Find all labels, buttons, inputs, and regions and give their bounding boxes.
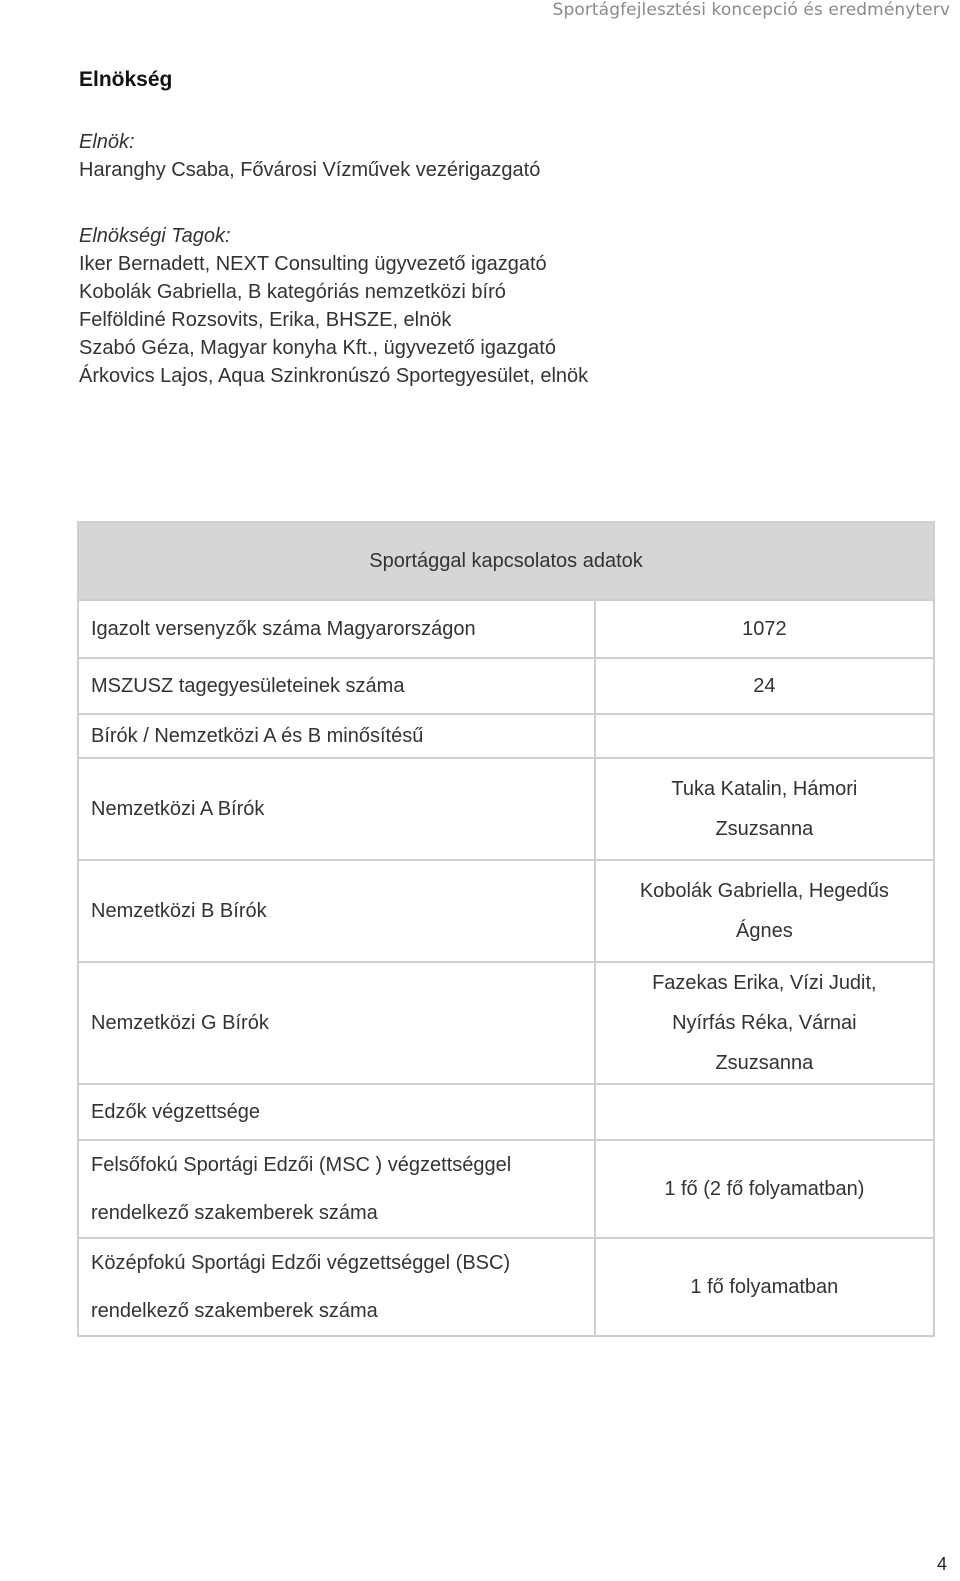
president-label: Elnök: bbox=[79, 131, 135, 153]
row-value bbox=[595, 714, 934, 758]
row-value: 1072 bbox=[595, 600, 934, 658]
row-key: Nemzetközi B Bírók bbox=[78, 860, 595, 962]
member-item: Felföldiné Rozsovits, Erika, BHSZE, elnök bbox=[79, 309, 452, 331]
row-key: Nemzetközi A Bírók bbox=[78, 758, 595, 860]
row-key: Edzők végzettsége bbox=[78, 1084, 595, 1140]
row-value: 24 bbox=[595, 658, 934, 714]
row-key bbox=[78, 1238, 595, 1336]
row-value bbox=[595, 758, 934, 860]
table-row bbox=[78, 758, 934, 860]
row-key: Igazolt versenyzők száma Magyarországon bbox=[78, 600, 595, 658]
member-item: Kobolák Gabriella, B kategóriás nemzetközi bíró bbox=[79, 281, 506, 303]
value-line: Nyírfás Réka, Várnai bbox=[672, 1012, 857, 1034]
value-line: Ágnes bbox=[736, 920, 793, 942]
row-value: 1 fő folyamatban bbox=[595, 1238, 934, 1336]
row-value: 1 fő (2 fő folyamatban) bbox=[595, 1140, 934, 1238]
key-line: Középfokú Sportági Edzői végzettséggel (BSC) bbox=[91, 1252, 511, 1274]
table-row-subheading bbox=[78, 1084, 934, 1140]
members-block bbox=[79, 222, 588, 390]
running-header: Sportágfejlesztési koncepció és eredményterv bbox=[552, 0, 950, 20]
member-item: Árkovics Lajos, Aqua Szinkronúszó Sportegyesület, elnök bbox=[79, 365, 589, 387]
president-block bbox=[79, 128, 540, 184]
row-key bbox=[78, 1140, 595, 1238]
sport-data-table bbox=[77, 521, 935, 1337]
president-name: Haranghy Csaba, Fővárosi Vízművek vezérigazgató bbox=[79, 159, 541, 181]
page-number: 4 bbox=[936, 1554, 947, 1574]
member-item: Szabó Géza, Magyar konyha Kft., ügyvezető igazgató bbox=[79, 337, 556, 359]
table-header: Sportággal kapcsolatos adatok bbox=[78, 522, 934, 600]
table-row-subheading bbox=[78, 714, 934, 758]
members-label: Elnökségi Tagok: bbox=[79, 225, 231, 247]
key-line: rendelkező szakemberek száma bbox=[91, 1300, 378, 1322]
value-line: Kobolák Gabriella, Hegedűs bbox=[639, 880, 889, 902]
key-line: rendelkező szakemberek száma bbox=[91, 1202, 378, 1224]
key-line: Felsőfokú Sportági Edzői (MSC ) végzettséggel bbox=[91, 1154, 512, 1176]
value-line: Fazekas Erika, Vízi Judit, bbox=[652, 972, 877, 994]
table-row bbox=[78, 1140, 934, 1238]
value-line: Zsuzsanna bbox=[715, 1052, 814, 1074]
row-key: Nemzetközi G Bírók bbox=[78, 962, 595, 1084]
table-row bbox=[78, 962, 934, 1084]
section-title: Elnökség bbox=[79, 68, 173, 91]
table-row bbox=[78, 860, 934, 962]
value-line: Zsuzsanna bbox=[715, 818, 814, 840]
table-row bbox=[78, 600, 934, 658]
row-key: MSZUSZ tagegyesületeinek száma bbox=[78, 658, 595, 714]
row-value bbox=[595, 1084, 934, 1140]
table-header-row bbox=[78, 522, 934, 600]
member-item: Iker Bernadett, NEXT Consulting ügyvezető igazgató bbox=[79, 253, 547, 275]
row-key: Bírók / Nemzetközi A és B minősítésű bbox=[78, 714, 595, 758]
value-line: Tuka Katalin, Hámori bbox=[671, 778, 858, 800]
row-value bbox=[595, 860, 934, 962]
table-row bbox=[78, 658, 934, 714]
row-value bbox=[595, 962, 934, 1084]
table-row bbox=[78, 1238, 934, 1336]
